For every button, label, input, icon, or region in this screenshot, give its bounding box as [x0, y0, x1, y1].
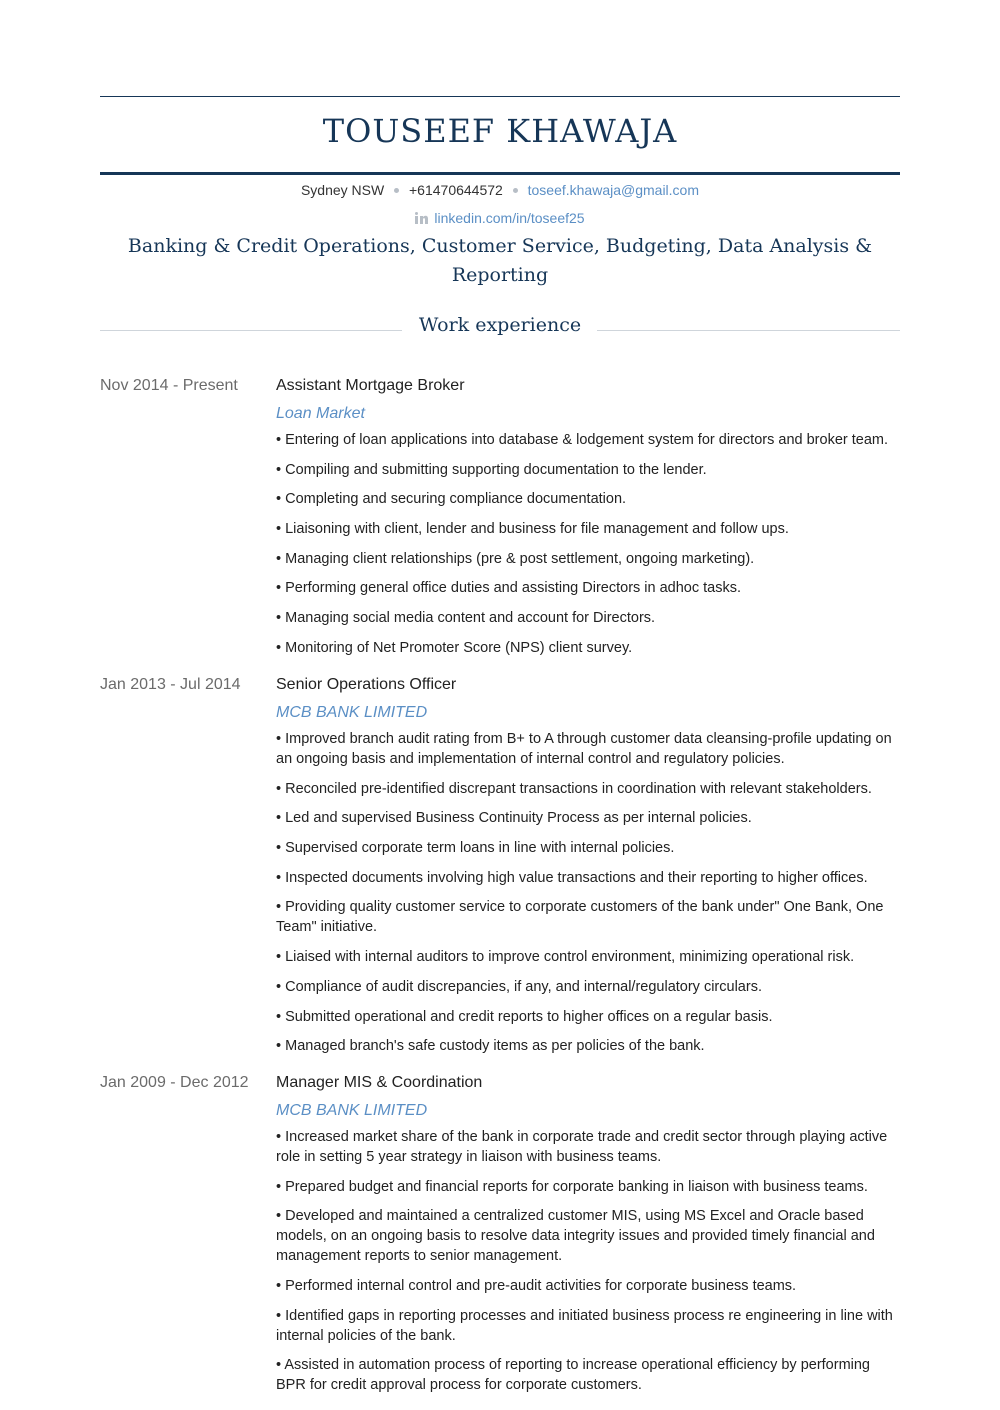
- job-bullet: • Inspected documents involving high value transactions and their reporting to higher offices.: [276, 868, 900, 888]
- divider: [597, 330, 900, 331]
- job-bullet: • Reconciled pre-identified discrepant transactions in coordination with relevant stakeholders.: [276, 779, 900, 799]
- job-bullet: • Managed branch's safe custody items as per policies of the bank.: [276, 1036, 900, 1056]
- job-bullet: • Liaised with internal auditors to improve control environment, minimizing operational risk.: [276, 947, 900, 967]
- job-bullet: • Providing quality customer service to corporate customers of the bank under" One Bank, One Team" initiative.: [276, 897, 900, 937]
- job-role: Assistant Mortgage Broker: [276, 377, 465, 394]
- job-body: [276, 376, 900, 668]
- job-bullet: • Managing social media content and account for Directors.: [276, 608, 900, 628]
- contact-row: [100, 182, 900, 198]
- email-link[interactable]: toseef.khawaja@gmail.com: [527, 182, 700, 198]
- job-bullet: • Monitoring of Net Promoter Score (NPS) client survey.: [276, 638, 900, 658]
- job-bullet: • Developed and maintained a centralized customer MIS, using MS Excel and Oracle based models, on an ongoing basis to resolve data integrity issues and provided timely financial and management reports to senior management.: [276, 1206, 900, 1266]
- work-experience-heading: [100, 314, 900, 340]
- job-bullet: • Increased market share of the bank in corporate trade and credit sector through playing active role in setting 5 year strategy in liaison with business teams.: [276, 1127, 900, 1167]
- job-bullet: • Identified gaps in reporting processes and initiated business process re engineering in line with internal policies of the bank.: [276, 1306, 900, 1346]
- job-company: MCB BANK LIMITED: [276, 704, 428, 721]
- job-dates: Jan 2009 - Dec 2012: [100, 1074, 249, 1091]
- job-bullet: • Liaisoning with client, lender and business for file management and follow ups.: [276, 519, 900, 539]
- job-role: Senior Operations Officer: [276, 676, 457, 693]
- job-bullets: [276, 729, 900, 1056]
- location: Sydney NSW: [300, 182, 385, 198]
- job-body: [276, 1073, 900, 1405]
- job-company: Loan Market: [276, 405, 365, 422]
- linkedin-row: [100, 210, 900, 226]
- linkedin-link[interactable]: linkedin.com/in/toseef25: [434, 210, 585, 226]
- job-bullet: • Completing and securing compliance documentation.: [276, 489, 900, 509]
- job-bullet: • Submitted operational and credit reports to higher offices on a regular basis.: [276, 1007, 900, 1027]
- job-bullet: • Entering of loan applications into database & lodgement system for directors and broker team.: [276, 430, 900, 450]
- job-bullet: • Compliance of audit discrepancies, if any, and internal/regulatory circulars.: [276, 977, 900, 997]
- job-bullet: • Performed internal control and pre-audit activities for corporate business teams.: [276, 1276, 900, 1296]
- job-bullet: • Supervised corporate term loans in line with internal policies.: [276, 838, 900, 858]
- job-bullet: • Performing general office duties and assisting Directors in adhoc tasks.: [276, 578, 900, 598]
- job-bullet: • Assisted in automation process of reporting to increase operational efficiency by performing BPR for credit approval process for corporate customers.: [276, 1355, 900, 1395]
- phone: +61470644572: [409, 182, 503, 198]
- job-dates: Nov 2014 - Present: [100, 377, 238, 394]
- header-top-rule: [100, 96, 900, 97]
- linkedin-icon: [415, 212, 428, 224]
- header-bottom-rule: [100, 172, 900, 175]
- job-bullet: • Improved branch audit rating from B+ to A through customer data cleansing-profile updating on an ongoing basis and implementation of internal control and regulatory policies.: [276, 729, 900, 769]
- job-bullet: • Managing client relationships (pre & post settlement, ongoing marketing).: [276, 549, 900, 569]
- separator-dot: [513, 188, 518, 193]
- section-title: Work experience: [418, 314, 582, 336]
- job-company: MCB BANK LIMITED: [276, 1102, 428, 1119]
- candidate-name: TOUSEEF KHAWAJA: [322, 112, 678, 150]
- job-bullets: [276, 430, 900, 658]
- professional-headline: Banking & Credit Operations, Customer Service, Budgeting, Data Analysis & Reporting: [127, 235, 873, 286]
- job-bullets: [276, 1127, 900, 1395]
- job-role: Manager MIS & Coordination: [276, 1074, 483, 1091]
- job-bullet: • Compiling and submitting supporting documentation to the lender.: [276, 460, 900, 480]
- job-bullet: • Prepared budget and financial reports for corporate banking in liaison with business teams.: [276, 1177, 900, 1197]
- job-dates: Jan 2013 - Jul 2014: [100, 676, 241, 693]
- job-body: [276, 675, 900, 1066]
- separator-dot: [394, 188, 399, 193]
- job-bullet: • Led and supervised Business Continuity Process as per internal policies.: [276, 808, 900, 828]
